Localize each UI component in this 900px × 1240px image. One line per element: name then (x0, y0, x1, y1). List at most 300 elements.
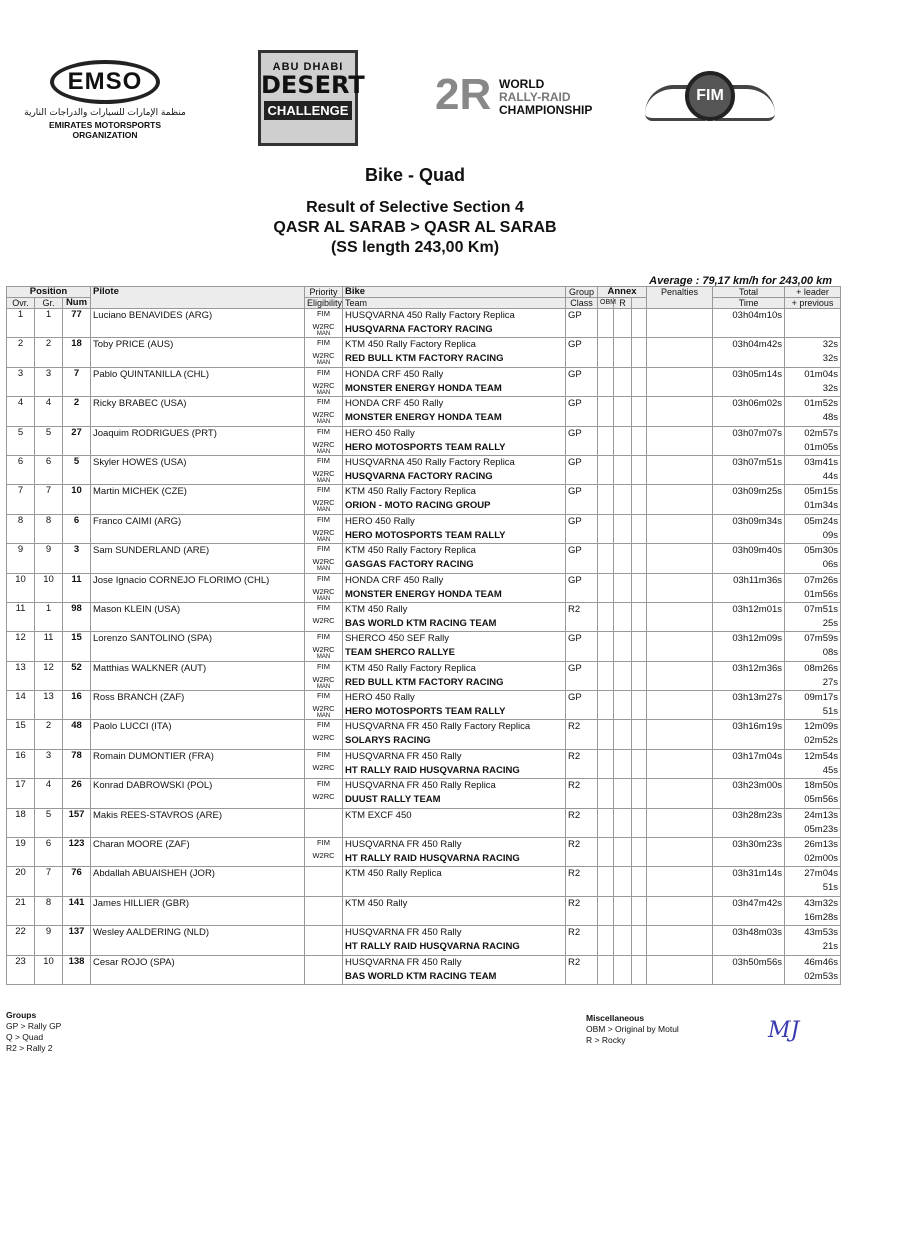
priority-cell (305, 926, 343, 955)
bike-name: HONDA CRF 450 Rally (345, 398, 444, 410)
average-speed: Average : 79,17 km/h for 243,00 km (649, 275, 832, 287)
time-cell: 03h06m02s (713, 397, 785, 426)
gr-cell: 1 (35, 602, 63, 631)
num-cell: 141 (63, 896, 91, 925)
bike-name: KTM 450 Rally Factory Replica (345, 486, 476, 498)
gap-leader: 09m17s (804, 692, 839, 704)
penalties-cell (647, 867, 713, 896)
gap-leader: 46m46s (804, 956, 839, 968)
gap-leader: 27m04s (804, 868, 839, 880)
r-cell (614, 632, 632, 661)
obm-cell (598, 338, 614, 367)
team-name: BAS WORLD KTM RACING TEAM (345, 970, 497, 982)
logos-bar (0, 40, 900, 160)
pilote-cell: Ross BRANCH (ZAF) (91, 691, 305, 720)
bike-team-cell (343, 573, 566, 602)
gap-cell (785, 602, 841, 631)
class-cell: R2 (566, 926, 598, 955)
time-cell: 03h09m25s (713, 485, 785, 514)
ovr-cell: 3 (7, 367, 35, 396)
ovr-cell: 7 (7, 485, 35, 514)
num-cell: 10 (63, 485, 91, 514)
r-cell (614, 455, 632, 484)
ovr-cell: 9 (7, 544, 35, 573)
time-cell: 03h11m36s (713, 573, 785, 602)
r-cell (614, 896, 632, 925)
priority-man: MAN (316, 507, 331, 514)
gr-cell: 3 (35, 749, 63, 778)
table-row (7, 955, 841, 984)
gap-cell (785, 926, 841, 955)
bike-team-cell (343, 749, 566, 778)
r-cell (614, 926, 632, 955)
gap-previous: 09s (822, 529, 839, 541)
priority-fim: FIM (317, 779, 330, 789)
class-cell: R2 (566, 808, 598, 837)
class-cell: GP (566, 367, 598, 396)
num-cell: 123 (63, 838, 91, 867)
priority-w2rc: W2RC (312, 557, 335, 567)
class-cell: R2 (566, 749, 598, 778)
r-cell (614, 808, 632, 837)
obm-cell (598, 309, 614, 338)
gap-cell (785, 455, 841, 484)
bike-name: KTM 450 Rally Factory Replica (345, 339, 476, 351)
num-cell: 138 (63, 955, 91, 984)
col-annex: Annex (598, 287, 647, 298)
obm-cell (598, 514, 614, 543)
priority-w2rc: W2RC (312, 851, 335, 861)
class-cell: GP (566, 309, 598, 338)
r-cell (614, 544, 632, 573)
gr-cell: 12 (35, 661, 63, 690)
bike-name: KTM 450 Rally Factory Replica (345, 545, 476, 557)
ovr-cell: 2 (7, 338, 35, 367)
annex-extra-cell (632, 926, 647, 955)
team-name: GASGAS FACTORY RACING (345, 559, 474, 571)
bike-team-cell (343, 661, 566, 690)
priority-w2rc: W2RC (312, 380, 335, 390)
obm-cell (598, 779, 614, 808)
team-name: RED BULL KTM FACTORY RACING (345, 353, 504, 365)
table-row (7, 808, 841, 837)
gr-cell: 4 (35, 779, 63, 808)
annex-extra-cell (632, 632, 647, 661)
class-cell: R2 (566, 955, 598, 984)
pilote-cell: Jose Ignacio CORNEJO FLORIMO (CHL) (91, 573, 305, 602)
ovr-cell: 23 (7, 955, 35, 984)
gap-leader: 07m59s (804, 633, 839, 645)
priority-fim: FIM (317, 838, 330, 848)
obm-cell (598, 749, 614, 778)
gap-leader: 07m51s (804, 603, 839, 615)
annex-extra-cell (632, 867, 647, 896)
num-cell: 26 (63, 779, 91, 808)
priority-cell (305, 749, 343, 778)
class-cell: GP (566, 661, 598, 690)
pilote-cell: Joaquim RODRIGUES (PRT) (91, 426, 305, 455)
pilote-cell: Pablo QUINTANILLA (CHL) (91, 367, 305, 396)
col-previous: + previous (785, 298, 841, 309)
time-cell: 03h50m56s (713, 955, 785, 984)
pilote-cell: Wesley AALDERING (NLD) (91, 926, 305, 955)
team-name: MONSTER ENERGY HONDA TEAM (345, 588, 502, 600)
table-row (7, 691, 841, 720)
annex-extra-cell (632, 779, 647, 808)
ovr-cell: 5 (7, 426, 35, 455)
gr-cell: 5 (35, 426, 63, 455)
table-row (7, 544, 841, 573)
team-name: HERO MOTOSPORTS TEAM RALLY (345, 441, 506, 453)
class-cell: GP (566, 485, 598, 514)
gap-cell (785, 573, 841, 602)
bike-team-cell (343, 808, 566, 837)
obm-cell (598, 602, 614, 631)
priority-cell (305, 485, 343, 514)
col-position: Position (7, 287, 91, 298)
ovr-cell: 11 (7, 602, 35, 631)
gap-leader: 08m26s (804, 662, 839, 674)
priority-cell (305, 867, 343, 896)
abu-dhabi-desert-challenge-logo: ABU DHABI DESERT CHALLENGE (248, 40, 368, 160)
penalties-cell (647, 838, 713, 867)
obm-cell (598, 838, 614, 867)
bike-team-cell (343, 691, 566, 720)
priority-fim: FIM (317, 309, 330, 318)
annex-extra-cell (632, 485, 647, 514)
bike-team-cell (343, 896, 566, 925)
penalties-cell (647, 338, 713, 367)
num-cell: 5 (63, 455, 91, 484)
gr-cell: 10 (35, 573, 63, 602)
col-total: Total (713, 287, 785, 298)
ovr-cell: 19 (7, 838, 35, 867)
priority-cell (305, 455, 343, 484)
table-row (7, 632, 841, 661)
annex-extra-cell (632, 426, 647, 455)
miscellaneous-legend: Miscellaneous OBM > Original by Motul R > Rocky (586, 1013, 679, 1045)
team-name: ORION - MOTO RACING GROUP (345, 500, 491, 512)
priority-cell (305, 544, 343, 573)
team-name: RED BULL KTM FACTORY RACING (345, 676, 504, 688)
obm-cell (598, 867, 614, 896)
bike-name: HUSQVARNA FR 450 Rally (345, 839, 462, 851)
table-row (7, 309, 841, 338)
pilote-cell: Cesar ROJO (SPA) (91, 955, 305, 984)
team-name: HUSQVARNA FACTORY RACING (345, 324, 493, 335)
team-name: HT RALLY RAID HUSQVARNA RACING (345, 941, 520, 953)
team-name: HT RALLY RAID HUSQVARNA RACING (345, 764, 520, 776)
priority-fim: FIM (317, 720, 330, 730)
annex-extra-cell (632, 455, 647, 484)
priority-fim: FIM (317, 749, 330, 759)
penalties-cell (647, 602, 713, 631)
time-cell: 03h13m27s (713, 691, 785, 720)
r-cell (614, 602, 632, 631)
gap-cell (785, 838, 841, 867)
col-eligibility: Eligibility (305, 298, 343, 309)
penalties-cell (647, 779, 713, 808)
priority-fim: FIM (317, 426, 330, 436)
gap-leader: 05m30s (804, 545, 839, 557)
table-row (7, 514, 841, 543)
num-cell: 76 (63, 867, 91, 896)
gap-previous: 44s (822, 470, 839, 482)
gap-cell (785, 338, 841, 367)
pilote-cell: Skyler HOWES (USA) (91, 455, 305, 484)
priority-w2rc: W2RC (312, 645, 335, 655)
gap-leader: 43m53s (804, 927, 839, 939)
gap-previous: 48s (822, 412, 839, 424)
gap-previous: 51s (822, 706, 839, 718)
r-cell (614, 309, 632, 338)
pilote-cell: Luciano BENAVIDES (ARG) (91, 309, 305, 338)
table-row (7, 896, 841, 925)
bike-name: HUSQVARNA FR 450 Rally (345, 956, 462, 968)
bike-team-cell (343, 632, 566, 661)
signature: MJ (768, 1018, 800, 1043)
annex-extra-cell (632, 338, 647, 367)
num-cell: 78 (63, 749, 91, 778)
gr-cell: 9 (35, 926, 63, 955)
priority-cell (305, 632, 343, 661)
priority-fim: FIM (317, 367, 330, 377)
time-cell: 03h28m23s (713, 808, 785, 837)
ovr-cell: 6 (7, 455, 35, 484)
priority-cell (305, 573, 343, 602)
r-cell (614, 867, 632, 896)
gap-previous: 45s (822, 764, 839, 776)
time-cell: 03h04m42s (713, 338, 785, 367)
penalties-cell (647, 573, 713, 602)
priority-man: MAN (316, 331, 331, 337)
gap-leader: 43m32s (804, 897, 839, 909)
team-name: MONSTER ENERGY HONDA TEAM (345, 382, 502, 394)
time-cell: 03h09m34s (713, 514, 785, 543)
gap-leader: 18m50s (804, 780, 839, 792)
gr-cell: 5 (35, 808, 63, 837)
class-cell: GP (566, 632, 598, 661)
bike-team-cell (343, 455, 566, 484)
time-cell: 03h07m07s (713, 426, 785, 455)
time-cell: 03h09m40s (713, 544, 785, 573)
gap-leader: 12m09s (804, 721, 839, 733)
pilote-cell: Mason KLEIN (USA) (91, 602, 305, 631)
priority-cell (305, 808, 343, 837)
gr-cell: 1 (35, 309, 63, 338)
priority-w2rc: W2RC (312, 733, 335, 743)
priority-w2rc: W2RC (312, 410, 335, 420)
bike-name: SHERCO 450 SEF Rally (345, 633, 450, 645)
penalties-cell (647, 397, 713, 426)
bike-team-cell (343, 338, 566, 367)
penalties-cell (647, 367, 713, 396)
pilote-cell: Ricky BRABEC (USA) (91, 397, 305, 426)
annex-extra-cell (632, 896, 647, 925)
penalties-cell (647, 485, 713, 514)
col-r: R (614, 298, 632, 309)
gr-cell: 11 (35, 632, 63, 661)
gap-leader: 12m54s (804, 750, 839, 762)
time-cell: 03h47m42s (713, 896, 785, 925)
priority-fim: FIM (317, 544, 330, 554)
bike-name: KTM 450 Rally (345, 897, 408, 909)
priority-cell (305, 779, 343, 808)
ovr-cell: 20 (7, 867, 35, 896)
obm-cell (598, 896, 614, 925)
bike-name: HUSQVARNA FR 450 Rally Factory Replica (345, 721, 531, 733)
priority-man: MAN (316, 389, 331, 396)
bike-team-cell (343, 926, 566, 955)
class-cell: GP (566, 514, 598, 543)
gap-previous: 02m53s (804, 970, 839, 982)
gap-cell (785, 749, 841, 778)
penalties-cell (647, 514, 713, 543)
pilote-cell: Toby PRICE (AUS) (91, 338, 305, 367)
annex-extra-cell (632, 309, 647, 338)
num-cell: 3 (63, 544, 91, 573)
groups-legend: Groups GP > Rally GP Q > Quad R2 > Rally 2 (6, 1010, 62, 1053)
time-cell: 03h30m23s (713, 838, 785, 867)
gap-cell (785, 808, 841, 837)
gap-cell (785, 779, 841, 808)
priority-cell (305, 338, 343, 367)
penalties-cell (647, 426, 713, 455)
time-cell: 03h23m00s (713, 779, 785, 808)
ovr-cell: 10 (7, 573, 35, 602)
num-cell: 11 (63, 573, 91, 602)
priority-cell (305, 720, 343, 749)
gap-leader: 07m26s (804, 574, 839, 586)
penalties-cell (647, 926, 713, 955)
gap-cell (785, 367, 841, 396)
ovr-cell: 12 (7, 632, 35, 661)
num-cell: 16 (63, 691, 91, 720)
penalties-cell (647, 544, 713, 573)
gr-cell: 6 (35, 838, 63, 867)
annex-extra-cell (632, 514, 647, 543)
col-annex-extra (632, 298, 647, 309)
bike-name: HUSQVARNA 450 Rally Factory Replica (345, 456, 515, 468)
gap-leader: 05m15s (804, 486, 839, 498)
gap-leader: 05m24s (804, 515, 839, 527)
gap-previous: 21s (822, 941, 839, 953)
r-cell (614, 955, 632, 984)
team-name: HT RALLY RAID HUSQVARNA RACING (345, 853, 520, 865)
penalties-cell (647, 661, 713, 690)
col-bike: Bike (343, 287, 566, 298)
team-name: SOLARYS RACING (345, 735, 431, 747)
gap-cell (785, 426, 841, 455)
priority-w2rc: W2RC (312, 351, 335, 361)
pilote-cell: Sam SUNDERLAND (ARE) (91, 544, 305, 573)
category-title: Bike - Quad (364, 165, 466, 185)
r-cell (614, 514, 632, 543)
gr-cell: 7 (35, 867, 63, 896)
gr-cell: 4 (35, 397, 63, 426)
time-cell: 03h17m04s (713, 749, 785, 778)
bike-team-cell (343, 720, 566, 749)
bike-name: KTM 450 Rally Factory Replica (345, 662, 476, 674)
priority-cell (305, 955, 343, 984)
annex-extra-cell (632, 749, 647, 778)
penalties-cell (647, 749, 713, 778)
priority-cell (305, 896, 343, 925)
col-time: Time (713, 298, 785, 309)
obm-cell (598, 926, 614, 955)
table-row (7, 367, 841, 396)
time-cell: 03h12m36s (713, 661, 785, 690)
num-cell: 77 (63, 309, 91, 338)
bike-name: HUSQVARNA 450 Rally Factory Replica (345, 310, 515, 321)
class-cell: GP (566, 397, 598, 426)
time-cell: 03h31m14s (713, 867, 785, 896)
length-title: (SS length 243,00 Km) (330, 239, 500, 256)
priority-cell (305, 397, 343, 426)
obm-cell (598, 367, 614, 396)
num-cell: 7 (63, 367, 91, 396)
priority-fim: FIM (317, 573, 330, 583)
bike-name: HERO 450 Rally (345, 427, 415, 439)
fim-logo: FIM (645, 65, 775, 155)
obm-cell (598, 573, 614, 602)
results-body (7, 309, 841, 985)
gap-cell (785, 867, 841, 896)
priority-man: MAN (316, 595, 331, 602)
r-cell (614, 838, 632, 867)
gr-cell: 2 (35, 720, 63, 749)
bike-team-cell (343, 514, 566, 543)
priority-w2rc: W2RC (312, 615, 335, 625)
gap-cell (785, 896, 841, 925)
obm-cell (598, 720, 614, 749)
priority-man: MAN (316, 536, 331, 543)
bike-name: KTM EXCF 450 (345, 809, 412, 821)
penalties-cell (647, 455, 713, 484)
obm-cell (598, 691, 614, 720)
section-title: Result of Selective Section 4 (306, 199, 524, 216)
table-row (7, 426, 841, 455)
table-row (7, 838, 841, 867)
col-priority: Priority (305, 287, 343, 298)
priority-fim: FIM (317, 455, 330, 465)
annex-extra-cell (632, 720, 647, 749)
pilote-cell: Romain DUMONTIER (FRA) (91, 749, 305, 778)
class-cell: GP (566, 338, 598, 367)
r-cell (614, 691, 632, 720)
bike-name: KTM 450 Rally (345, 603, 408, 615)
ovr-cell: 4 (7, 397, 35, 426)
gap-leader: 02m57s (804, 427, 839, 439)
gap-leader: 01m52s (804, 398, 839, 410)
col-penalties: Penalties (647, 287, 713, 309)
header-row-1 (7, 287, 841, 298)
time-cell: 03h16m19s (713, 720, 785, 749)
ovr-cell: 13 (7, 661, 35, 690)
obm-cell (598, 632, 614, 661)
time-cell: 03h04m10s (713, 309, 785, 338)
r-cell (614, 367, 632, 396)
class-cell: R2 (566, 867, 598, 896)
priority-w2rc: W2RC (312, 439, 335, 449)
class-cell: GP (566, 426, 598, 455)
num-cell: 52 (63, 661, 91, 690)
pilote-cell: Paolo LUCCI (ITA) (91, 720, 305, 749)
ovr-cell: 15 (7, 720, 35, 749)
class-cell: GP (566, 573, 598, 602)
bike-name: HONDA CRF 450 Rally (345, 574, 444, 586)
table-row (7, 338, 841, 367)
